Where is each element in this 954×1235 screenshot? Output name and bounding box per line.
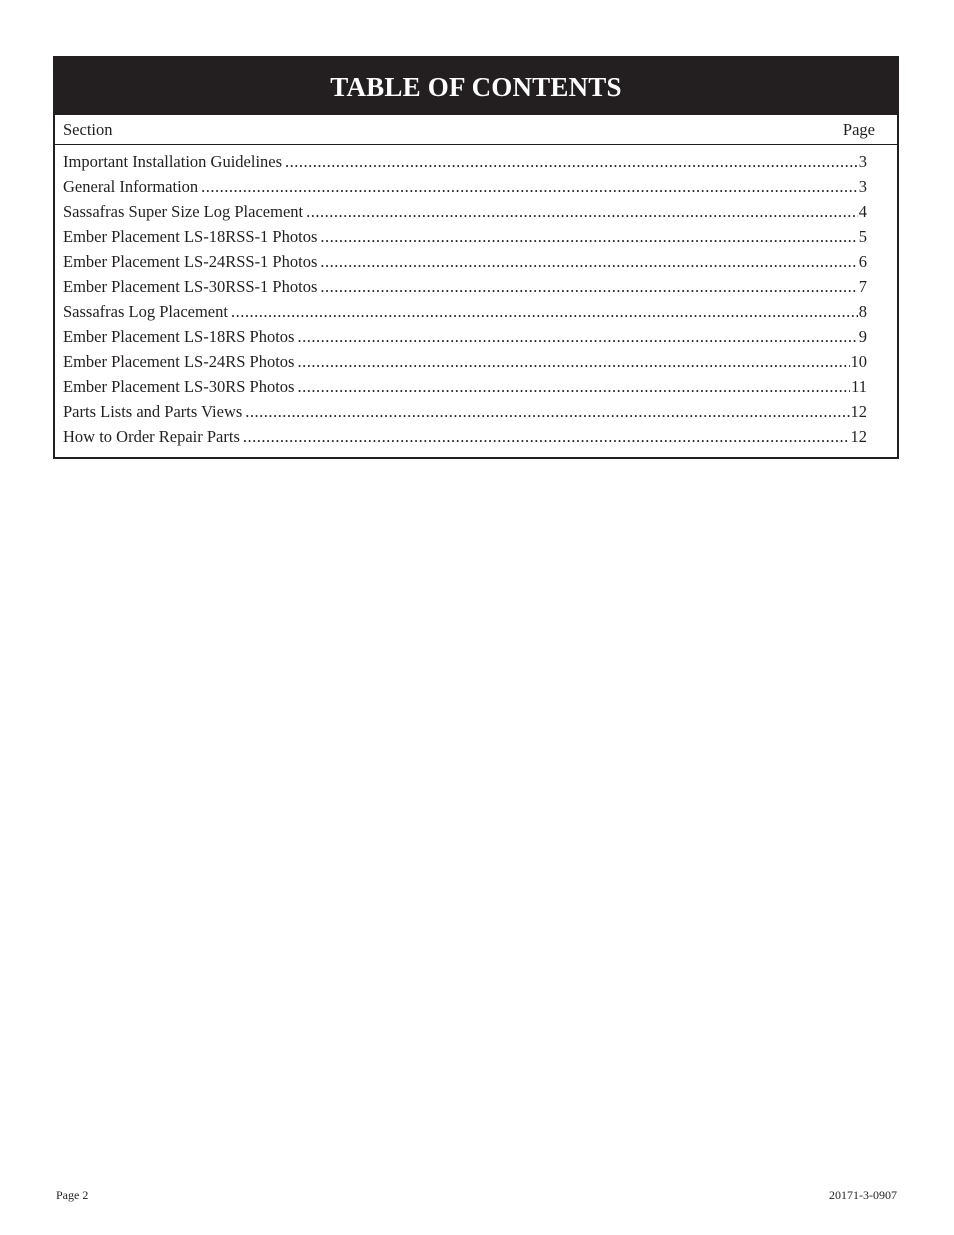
toc-entry-label: Ember Placement LS-24RSS-1 Photos — [63, 252, 318, 271]
toc-title-bar — [55, 58, 897, 115]
toc-entry[interactable] — [63, 424, 867, 449]
toc-entry-label: How to Order Repair Parts — [63, 427, 240, 446]
toc-header-row — [55, 115, 897, 145]
toc-entry-page: 11 — [851, 377, 867, 396]
toc-entry[interactable] — [63, 174, 867, 199]
dot-leader — [320, 249, 857, 274]
toc-entry-page: 12 — [850, 402, 867, 421]
footer-doc-number: 20171-3-0907 — [829, 1188, 897, 1202]
toc-entry-label: Ember Placement LS-24RS Photos — [63, 352, 295, 371]
toc-entry-page: 8 — [858, 302, 867, 321]
dot-leader — [285, 149, 858, 174]
toc-entry-page: 12 — [850, 427, 867, 446]
dot-leader — [297, 324, 857, 349]
section-column-header: Section — [63, 119, 113, 139]
toc-entry[interactable] — [63, 249, 867, 274]
toc-title: TABLE OF CONTENTS — [330, 72, 622, 102]
toc-entry[interactable] — [63, 224, 867, 249]
toc-entry[interactable] — [63, 149, 867, 174]
toc-entry-label: Parts Lists and Parts Views — [63, 402, 243, 421]
toc-entry-label: General Information — [63, 177, 199, 196]
toc-entry-label: Ember Placement LS-30RS Photos — [63, 377, 295, 396]
toc-entry-page: 9 — [858, 327, 867, 346]
toc-entry-label: Ember Placement LS-30RSS-1 Photos — [63, 277, 318, 296]
dot-leader — [320, 274, 857, 299]
toc-entry-page: 3 — [858, 152, 867, 171]
toc-entry-page: 4 — [858, 202, 867, 221]
toc-entry[interactable] — [63, 349, 867, 374]
table-of-contents — [53, 56, 899, 459]
dot-leader — [306, 199, 858, 224]
toc-entry[interactable] — [63, 399, 867, 424]
toc-entry[interactable] — [63, 299, 867, 324]
toc-entry[interactable] — [63, 274, 867, 299]
page-column-header: Page — [842, 119, 875, 139]
toc-entry[interactable] — [63, 374, 867, 399]
toc-entry-page: 5 — [858, 227, 867, 246]
dot-leader — [297, 349, 849, 374]
dot-leader — [297, 374, 850, 399]
toc-entry-label: Important Installation Guidelines — [63, 152, 283, 171]
dot-leader — [320, 224, 857, 249]
toc-entry-page: 7 — [858, 277, 867, 296]
toc-entry-label: Ember Placement LS-18RSS-1 Photos — [63, 227, 318, 246]
toc-entry-label: Ember Placement LS-18RS Photos — [63, 327, 295, 346]
toc-entry-page: 3 — [858, 177, 867, 196]
dot-leader — [245, 399, 849, 424]
toc-entry-label: Sassafras Log Placement — [63, 302, 228, 321]
dot-leader — [201, 174, 858, 199]
dot-leader — [243, 424, 850, 449]
toc-entry-list — [55, 145, 897, 457]
toc-entry[interactable] — [63, 324, 867, 349]
toc-entry-page: 10 — [850, 352, 867, 371]
footer-page-number: Page 2 — [56, 1188, 89, 1202]
toc-entry-page: 6 — [858, 252, 867, 271]
toc-entry[interactable] — [63, 199, 867, 224]
dot-leader — [231, 299, 858, 324]
toc-entry-label: Sassafras Super Size Log Placement — [63, 202, 304, 221]
